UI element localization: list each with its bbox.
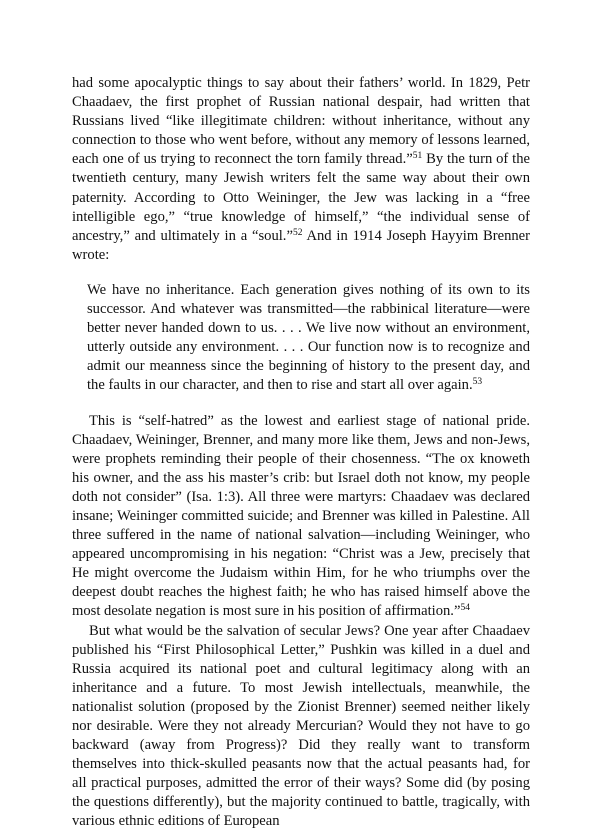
footnote-ref-52[interactable]: 52 [292,227,303,238]
footnote-ref-51[interactable]: 51 [412,151,423,162]
paragraph-2 [72,412,530,622]
paragraph-3 [72,622,530,832]
paragraph-2-text: This is “self-hatred” as the lowest and earliest stage of national pride. Chaadaev, Weininger, Brenner, and many more like them, Jews and non-Jews, were prophets reminding their people of their chosenness. “The ox knoweth his owner, and the ass his master’s crib: but Israel doth not know, my people doth not consider” (Isa. 1:3). All three were martyrs: Chaadaev was declared insane; Weininger committed suicide; and Brenner was killed in Palestine. All three suffered in the name of national salvation—including Weininger, who appeared uncompromising in his negation: “Christ was a Jew, precisely that He might overcome the Judaism within Him, for he who triumphs over the deepest doubt reaches the highest faith; he who has raised himself above the most desolate negation is most sure in his position of affirmation.” [72,412,530,620]
paragraph-1 [72,74,530,265]
page-body [72,74,530,832]
paragraph-1-text-b: By the turn of the twentieth century, many Jewish writers felt the same way about their own paternity. According to Otto Weininger, the Jew was lacking in a “free intelligible ego,” “true knowledge of himself,” “the individual sense of ancestry,” and ultimately in a “soul.” [72,151,530,244]
paragraph-3-text: But what would be the salvation of secular Jews? One year after Chaadaev published his “First Philosophical Letter,” Pushkin was killed in a duel and Russia acquired its national poet and cultural legitimacy along with an inheritance and a future. To most Jewish intellectuals, meanwhile, the nationalist solution (proposed by the Zionist Brenner) seemed neither likely nor desirable. Were they not already Mercurian? Would they not have to go backward (away from Progress)? Did they really want to transform themselves into thick-skulled peasants now that the actual peasants had, for all practical purposes, admitted the error of their ways? Some did (by posing the questions differently), but the majority continued to battle, tragically, with various ethnic editions of European [72,622,530,830]
block-quote-text: We have no inheritance. Each generation gives nothing of its own to its successor. And whatever was transmitted—the rabbinical literature—were better never handed down to us. . . . We live now without an environment, utterly outside any environment. . . . Our function now is to recognize and admit our meanness since the beginning of history to the present day, and the faults in our character, and then to rise and start all over again. [87,281,530,394]
footnote-ref-53[interactable]: 53 [472,377,483,388]
block-quote [87,281,530,396]
paragraph-1-text-a: had some apocalyptic things to say about their fathers’ world. In 1829, Petr Chaadaev, the first prophet of Russian national despair, had written that Russians lived “like illegitimate children: without inheritance, without any connection to those who went before, without any memory of lessons learned, each one of us trying to reconnect the torn family thread.” [72,75,530,168]
paragraph-1-text-c: And in 1914 Joseph Hayyim Brenner wrote: [72,227,530,263]
footnote-ref-54[interactable]: 54 [460,603,470,614]
